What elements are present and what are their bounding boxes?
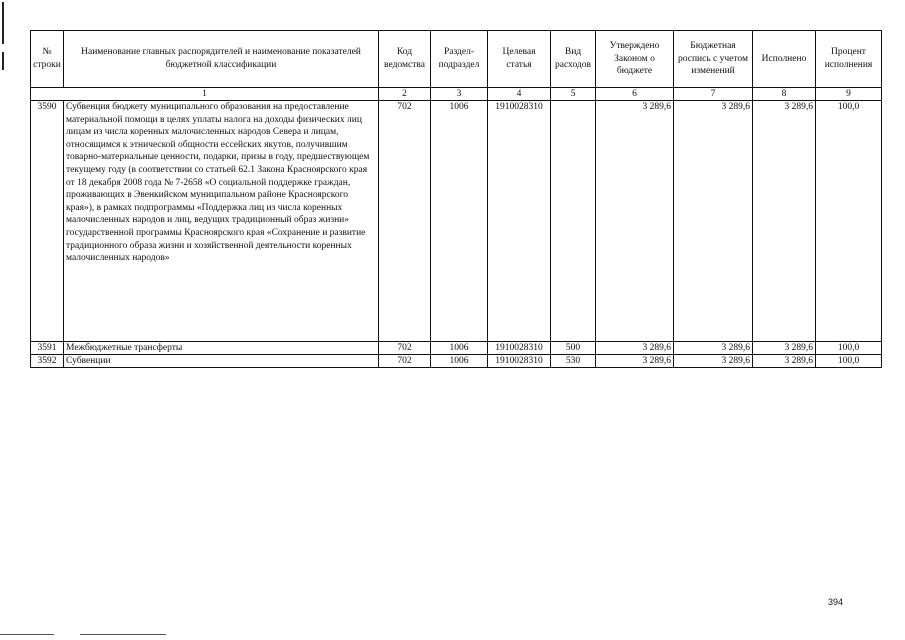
header-executed: Исполнено <box>753 31 816 88</box>
row-section: 1006 <box>431 342 488 355</box>
column-number: 2 <box>379 88 431 101</box>
column-number: 1 <box>31 88 379 101</box>
row-number: 3590 <box>31 101 64 342</box>
row-budget-schedule: 3 289,6 <box>674 342 753 355</box>
header-dept-code: Код ведомства <box>379 31 431 88</box>
column-number: 7 <box>674 88 753 101</box>
row-expense-kind <box>551 101 596 342</box>
header-row <box>31 31 882 88</box>
scan-edge-mark <box>2 52 4 70</box>
row-executed: 3 289,6 <box>753 342 816 355</box>
column-number: 8 <box>753 88 816 101</box>
row-executed: 3 289,6 <box>753 355 816 368</box>
row-name: Субвенция бюджету муниципального образования на предоставление материальной помощи в целях уплаты налога на доходы физических лиц лицам из числа коренных малочисленных народов Севера и лицам, относящимся к этнической общности ессейских якутов, получившим товарно-материальные ценности, подарки, призы в году, предшествующем текущему году (в соответствии со статьей 62.1 Закона Красноярского края от 18 декабря 2008 года № 7-2658 «О социальной поддержке граждан, проживающих в Эвенкийском муниципальном районе Красноярского края»), в рамках подпрограммы «Поддержка лиц из числа коренных малочисленных народов и лиц, ведущих традиционный образ жизни» государственной программы Красноярского края «Сохранение и развитие традиционного образа жизни и хозяйственной деятельности коренных малочисленных народов» <box>64 101 379 342</box>
header-approved: Утверждено Законом о бюджете <box>596 31 674 88</box>
row-target-article: 1910028310 <box>488 101 551 342</box>
row-percent: 100,0 <box>816 342 882 355</box>
scan-edge-mark <box>2 2 4 44</box>
column-number-row <box>31 88 882 101</box>
row-dept-code: 702 <box>379 342 431 355</box>
page-number: 394 <box>828 597 844 607</box>
column-number: 3 <box>431 88 488 101</box>
header-percent: Процент исполнения <box>816 31 882 88</box>
column-number: 5 <box>551 88 596 101</box>
row-dept-code: 702 <box>379 101 431 342</box>
header-expense-kind: Вид расходов <box>551 31 596 88</box>
row-name: Субвенции <box>64 355 379 368</box>
row-number: 3592 <box>31 355 64 368</box>
row-section: 1006 <box>431 101 488 342</box>
table-row <box>31 355 882 368</box>
row-dept-code: 702 <box>379 355 431 368</box>
row-target-article: 1910028310 <box>488 342 551 355</box>
row-approved: 3 289,6 <box>596 101 674 342</box>
header-section: Раздел-подраздел <box>431 31 488 88</box>
row-expense-kind: 530 <box>551 355 596 368</box>
row-percent: 100,0 <box>816 355 882 368</box>
column-number: 6 <box>596 88 674 101</box>
row-name: Межбюджетные трансферты <box>64 342 379 355</box>
row-percent: 100,0 <box>816 101 882 342</box>
row-executed: 3 289,6 <box>753 101 816 342</box>
row-target-article: 1910028310 <box>488 355 551 368</box>
header-target-article: Целевая статья <box>488 31 551 88</box>
footer-rule <box>80 634 166 635</box>
footer-rule <box>0 634 54 635</box>
column-number: 4 <box>488 88 551 101</box>
header-row-number: № строки <box>31 31 64 88</box>
column-number: 9 <box>816 88 882 101</box>
budget-execution-table <box>30 30 882 368</box>
row-budget-schedule: 3 289,6 <box>674 355 753 368</box>
header-budget-schedule: Бюджетная роспись с учетом изменений <box>674 31 753 88</box>
row-approved: 3 289,6 <box>596 342 674 355</box>
row-approved: 3 289,6 <box>596 355 674 368</box>
header-name: Наименование главных распорядителей и наименование показателей бюджетной классификации <box>64 31 379 88</box>
table-row <box>31 342 882 355</box>
row-section: 1006 <box>431 355 488 368</box>
row-expense-kind: 500 <box>551 342 596 355</box>
table-row <box>31 101 882 342</box>
row-budget-schedule: 3 289,6 <box>674 101 753 342</box>
row-number: 3591 <box>31 342 64 355</box>
